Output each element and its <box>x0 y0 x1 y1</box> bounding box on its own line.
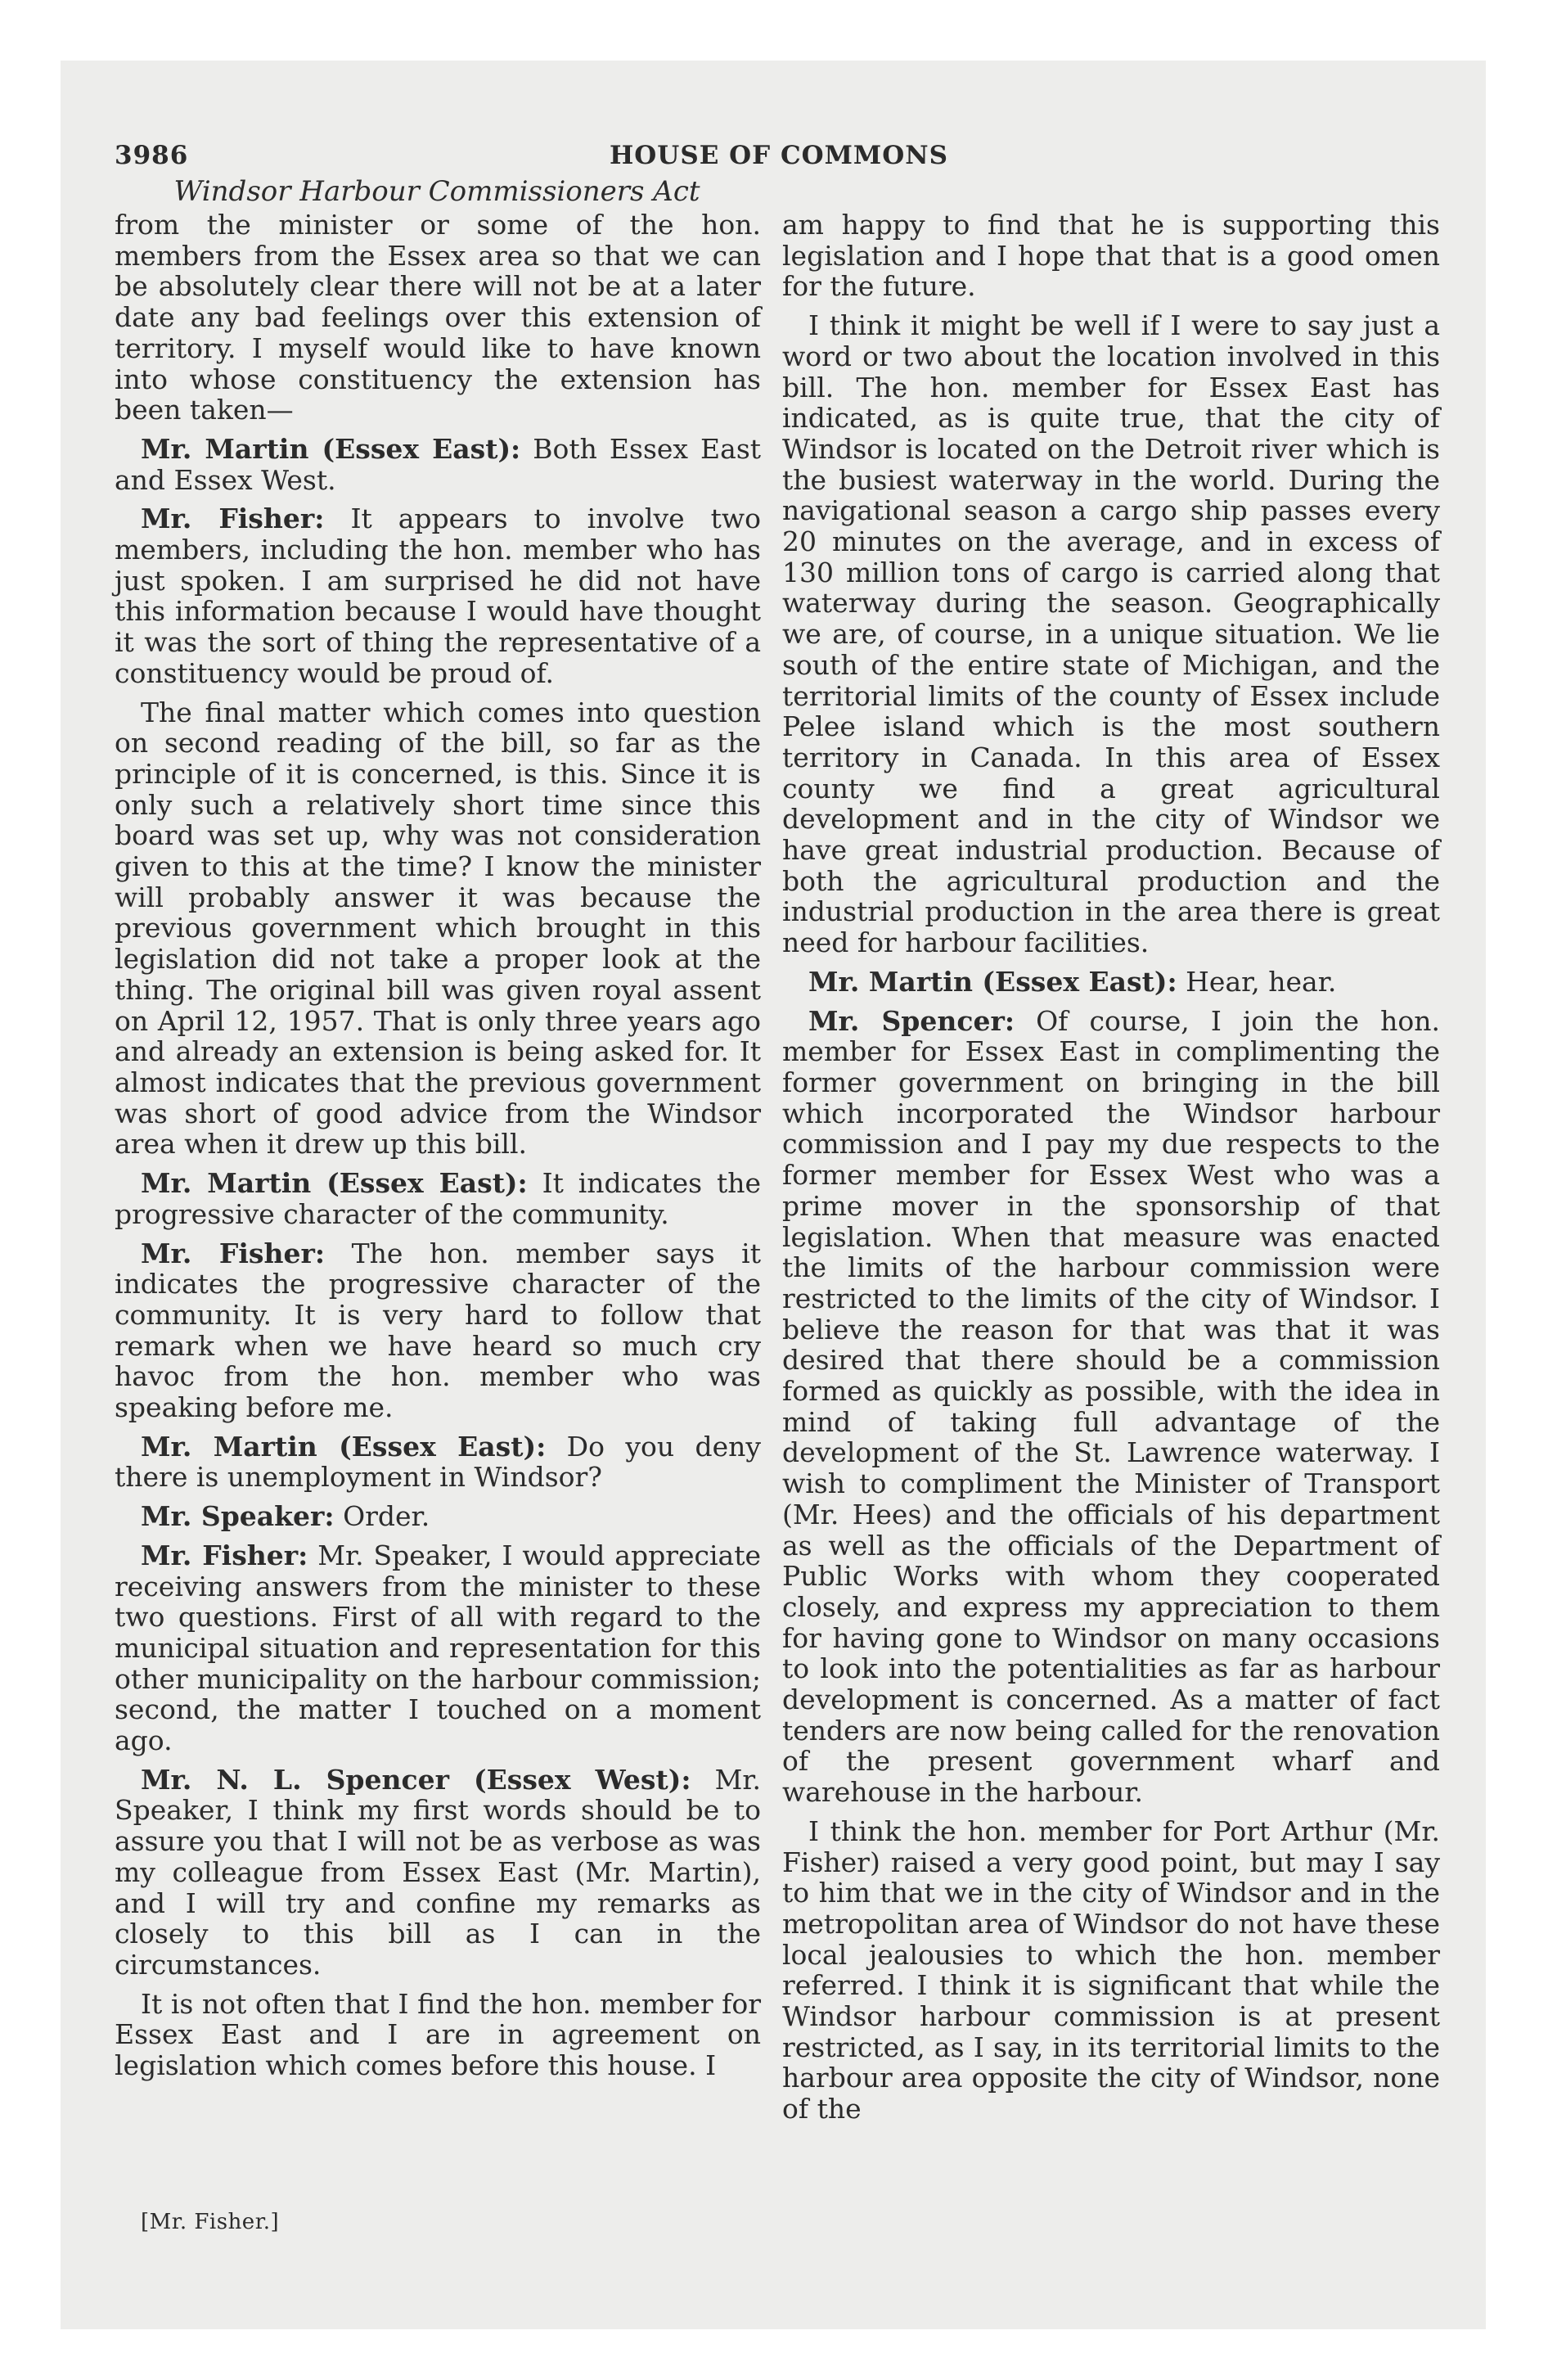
paragraph <box>115 1540 761 1756</box>
paragraph-text: I think the hon. member for Port Arthur (Mr. Fisher) raised a very good point, but may I say to him that we in the city of Windsor and in the metropolitan area of Windsor do not have these local jealousies to which the hon. member referred. I think it is significant that while the Windsor harbour commission is at present restricted, as I say, in its territorial limits to the harbour area opposite the city of Windsor, none of the <box>782 1814 1440 2125</box>
paragraph-text: Do you deny there is unemployment in Windsor? <box>115 1430 761 1494</box>
paragraph <box>115 1431 761 1493</box>
paragraph-text: Of course, I join the hon. member for Essex East in complimenting the former government on bringing in the bill which incorporated the Windsor harbour commission and I pay my due respects to the former member for Essex West who was a prime mover in the sponsorship of that legislation. When that measure was enacted the limits of the harbour commission were restricted to the limits of the city of Windsor. I believe the reason for that was that it was desired that there should be a commission formed as quickly as possible, with the idea in mind of taking full advantage of the development of the St. Lawrence waterway. I wish to compliment the Minister of Transport (Mr. Hees) and the officials of his department as well as the officials of the Department of Public Works with whom they cooperated closely, and express my appreciation to them for having gone to Windsor on many occasions to look into the potentialities as far as harbour development is concerned. As a matter of fact tenders are now being called for the renovation of the present government wharf and warehouse in the harbour. <box>782 1004 1440 1809</box>
running-subhead: Windsor Harbour Commissioners Act <box>173 175 700 208</box>
footer-speaker-note: [Mr. Fisher.] <box>141 2210 280 2234</box>
speaker-name: Mr. Martin (Essex East): <box>141 1430 547 1463</box>
paragraph <box>115 697 761 1161</box>
paragraph-text: It appears to involve two members, including the hon. member who has just spoken. I am surprised he did not have this information because I would have thought it was the sort of thing the representative of a constituency would be proud of. <box>115 503 761 689</box>
paragraph <box>115 1765 761 1981</box>
paragraph <box>782 967 1440 998</box>
speaker-name: Mr. Martin (Essex East): <box>141 1167 528 1200</box>
page-title: HOUSE OF COMMONS <box>610 141 948 170</box>
paragraph-text: The final matter which comes into question on second reading of the bill, so far as the principle of it is concerned, is this. Since it is only such a relatively short time since this board was set up, why was not consideration given to this at the time? I know the minister will probably answer it was because the previous government which brought in this legislation did not take a proper look at the thing. The original bill was given royal assent on April 12, 1957. That is only three years ago and already an extension is being asked for. It almost indicates that the previous government was short of good advice from the Windsor area when it drew up this bill. <box>115 696 761 1161</box>
paragraph-text: It indicates the progressive character of the community. <box>115 1167 761 1230</box>
paragraph-text: Mr. Speaker, I think my first words should be to assure you that I will not be as verbose as was my colleague from Essex East (Mr. Martin), and I will try and confine my remarks as closely to this bill as I can in the circumstances. <box>115 1763 762 1981</box>
paragraph-text: I think it might be well if I were to say just a word or two about the location involved in this bill. The hon. member for Essex East has indicated, as is quite true, that the city of Windsor is located on the Detroit river which is the busiest waterway in the world. During the navigational season a cargo ship passes every 20 minutes on the average, and in excess of 130 million tons of cargo is carried along that waterway during the season. Geographically we are, of course, in a unique situation. We lie south of the entire state of Michigan, and the territorial limits of the county of Essex include Pelee island which is the most southern territory in Canada. In this area of Essex county we find a great agricultural development and in the city of Windsor we have great industrial production. Because of both the agricultural production and the industrial production in the area there is great need for harbour facilities. <box>782 309 1440 959</box>
speaker-name: Mr. Fisher: <box>141 503 325 535</box>
paragraph-text: am happy to find that he is supporting this legislation and I hope that that is a good omen for the future. <box>782 209 1440 303</box>
paragraph <box>115 210 761 426</box>
paragraph <box>115 1989 761 2081</box>
paragraph <box>782 210 1440 302</box>
paragraph-text: Order. <box>343 1500 430 1533</box>
paragraph <box>782 1006 1440 1808</box>
page-number: 3986 <box>115 141 189 170</box>
paragraph <box>115 1501 761 1532</box>
paragraph <box>115 434 761 495</box>
speaker-name: Mr. Martin (Essex East): <box>141 432 521 465</box>
speaker-name: Mr. N. L. Spencer (Essex West): <box>141 1763 691 1796</box>
speaker-name: Mr. Fisher: <box>141 1237 326 1269</box>
right-column <box>782 210 1440 2133</box>
paragraph-text: Hear, hear. <box>1186 965 1337 998</box>
paragraph <box>782 1816 1440 2125</box>
speaker-name: Mr. Martin (Essex East): <box>808 965 1177 998</box>
left-column <box>115 210 761 2089</box>
paragraph <box>115 503 761 688</box>
speaker-name: Mr. Spencer: <box>808 1004 1015 1037</box>
paragraph <box>115 1238 761 1423</box>
paragraph-text: Mr. Speaker, I would appreciate receiving answers from the minister to these two questions. First of all with regard to the municipal situation and representation for this other municipality on the harbour commission; second, the matter I touched on a moment ago. <box>115 1539 761 1757</box>
paragraph-text: from the minister or some of the hon. members from the Essex area so that we can be absolutely clear there will not be at a later date any bad feelings over this extension of territory. I myself would like to have known into whose constituency the extension has been taken— <box>115 209 761 426</box>
paragraph-text: The hon. member says it indicates the progressive character of the community. It is very hard to follow that remark when we have heard so much cry havoc from the hon. member who was speaking before me. <box>115 1237 761 1424</box>
paragraph <box>782 310 1440 958</box>
paragraph <box>115 1168 761 1229</box>
page-header <box>115 141 1443 175</box>
paragraph-text: Both Essex East and Essex West. <box>115 432 762 496</box>
paragraph-text: It is not often that I find the hon. member for Essex East and I are in agreement on legislation which comes before this house. I <box>115 1987 761 2082</box>
speaker-name: Mr. Speaker: <box>141 1500 335 1533</box>
speaker-name: Mr. Fisher: <box>141 1539 308 1571</box>
